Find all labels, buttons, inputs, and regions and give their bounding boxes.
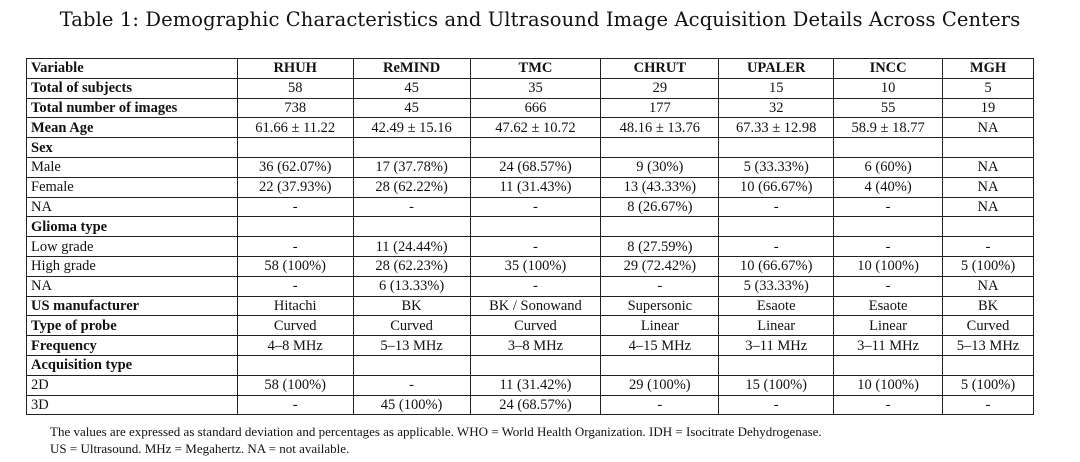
table-cell: Curved xyxy=(943,316,1034,336)
table-cell: 4–8 MHz xyxy=(237,336,353,356)
table-cell: 11 (24.44%) xyxy=(353,237,470,257)
table-cell: 28 (62.23%) xyxy=(353,256,470,276)
table-row xyxy=(27,256,1034,276)
header-cell: CHRUT xyxy=(601,59,719,79)
table-cell: 36 (62.07%) xyxy=(237,157,353,177)
table-cell: 58 xyxy=(237,78,353,98)
table-cell: 58 (100%) xyxy=(237,375,353,395)
table-cell xyxy=(470,355,601,375)
footnote-line: The values are expressed as standard deviation and percentages as applicable. WHO = World Health Organization. IDH = Isocitrate Dehydrogenase. xyxy=(50,424,822,439)
table-cell: - xyxy=(834,197,943,217)
table-cell: 5–13 MHz xyxy=(943,336,1034,356)
table-cell: 10 (66.67%) xyxy=(719,177,834,197)
row-label: Mean Age xyxy=(27,118,238,138)
table-cell: 67.33 ± 12.98 xyxy=(719,118,834,138)
table-cell: 22 (37.93%) xyxy=(237,177,353,197)
table-cell: 35 xyxy=(470,78,601,98)
table-cell: 11 (31.43%) xyxy=(470,177,601,197)
table-cell: - xyxy=(943,395,1034,415)
row-label: NA xyxy=(27,276,238,296)
row-label: Glioma type xyxy=(27,217,238,237)
table-cell: Linear xyxy=(601,316,719,336)
table-cell: - xyxy=(470,197,601,217)
table-cell: 35 (100%) xyxy=(470,256,601,276)
table-cell: Linear xyxy=(834,316,943,336)
table-cell: 8 (27.59%) xyxy=(601,237,719,257)
table-row xyxy=(27,316,1034,336)
table-cell: NA xyxy=(943,276,1034,296)
table-cell: Curved xyxy=(470,316,601,336)
table-cell: 10 xyxy=(834,78,943,98)
table-cell: 4–15 MHz xyxy=(601,336,719,356)
table-cell xyxy=(943,138,1034,158)
header-cell: INCC xyxy=(834,59,943,79)
header-cell: MGH xyxy=(943,59,1034,79)
row-label: High grade xyxy=(27,256,238,276)
table-cell: 24 (68.57%) xyxy=(470,157,601,177)
table-cell: NA xyxy=(943,177,1034,197)
table-row xyxy=(27,217,1034,237)
header-cell: ReMIND xyxy=(353,59,470,79)
demographics-table xyxy=(26,58,1034,415)
table-cell: - xyxy=(719,197,834,217)
table-cell: 58.9 ± 18.77 xyxy=(834,118,943,138)
table-cell: - xyxy=(719,237,834,257)
table-cell: 6 (60%) xyxy=(834,157,943,177)
table-cell: 10 (66.67%) xyxy=(719,256,834,276)
table-cell: 19 xyxy=(943,98,1034,118)
table-cell: Linear xyxy=(719,316,834,336)
table-row xyxy=(27,336,1034,356)
table-row xyxy=(27,197,1034,217)
table-cell xyxy=(601,217,719,237)
row-label: 2D xyxy=(27,375,238,395)
table-row xyxy=(27,78,1034,98)
row-label: Low grade xyxy=(27,237,238,257)
table-cell: 58 (100%) xyxy=(237,256,353,276)
table-cell: - xyxy=(237,395,353,415)
table-row xyxy=(27,138,1034,158)
table-cell: 3–8 MHz xyxy=(470,336,601,356)
table-cell xyxy=(834,217,943,237)
table-cell: - xyxy=(237,237,353,257)
table-cell xyxy=(353,355,470,375)
table-cell: 5 (100%) xyxy=(943,256,1034,276)
row-label: Frequency xyxy=(27,336,238,356)
row-label: Total number of images xyxy=(27,98,238,118)
table-cell: - xyxy=(470,237,601,257)
table-cell xyxy=(353,217,470,237)
table-cell: Esaote xyxy=(719,296,834,316)
table-cell: 5 (100%) xyxy=(943,375,1034,395)
table-cell: Curved xyxy=(353,316,470,336)
table-cell: 42.49 ± 15.16 xyxy=(353,118,470,138)
footnote-line: US = Ultrasound. MHz = Megahertz. NA = not available. xyxy=(50,441,350,456)
table-cell: 10 (100%) xyxy=(834,375,943,395)
table-cell: BK xyxy=(353,296,470,316)
table-cell: BK xyxy=(943,296,1034,316)
table-row xyxy=(27,395,1034,415)
row-label: NA xyxy=(27,197,238,217)
table-row xyxy=(27,375,1034,395)
table-cell: Supersonic xyxy=(601,296,719,316)
table-cell: 177 xyxy=(601,98,719,118)
table-cell: Curved xyxy=(237,316,353,336)
table-body xyxy=(27,78,1034,415)
row-label: Acquisition type xyxy=(27,355,238,375)
table-cell: 15 (100%) xyxy=(719,375,834,395)
table-cell: 17 (37.78%) xyxy=(353,157,470,177)
table-cell: - xyxy=(353,375,470,395)
table-cell: 5 (33.33%) xyxy=(719,157,834,177)
table-cell: 29 (100%) xyxy=(601,375,719,395)
table-cell xyxy=(237,355,353,375)
table-cell: 11 (31.42%) xyxy=(470,375,601,395)
table-row xyxy=(27,118,1034,138)
table-cell: 738 xyxy=(237,98,353,118)
table-cell: 29 xyxy=(601,78,719,98)
table-cell: NA xyxy=(943,157,1034,177)
table-cell: - xyxy=(834,395,943,415)
header-cell: RHUH xyxy=(237,59,353,79)
table-cell xyxy=(834,355,943,375)
table-cell xyxy=(719,355,834,375)
table-cell: - xyxy=(834,237,943,257)
table-footnote xyxy=(50,423,1060,457)
table-cell: - xyxy=(834,276,943,296)
table-cell: 45 xyxy=(353,78,470,98)
table-cell: - xyxy=(719,395,834,415)
table-cell: 10 (100%) xyxy=(834,256,943,276)
table-cell: 3–11 MHz xyxy=(719,336,834,356)
table-cell: 3–11 MHz xyxy=(834,336,943,356)
table-cell: 9 (30%) xyxy=(601,157,719,177)
table-cell: BK / Sonowand xyxy=(470,296,601,316)
table-row xyxy=(27,276,1034,296)
header-cell: TMC xyxy=(470,59,601,79)
table-cell xyxy=(719,217,834,237)
table-cell: - xyxy=(601,395,719,415)
table-cell: 5 (33.33%) xyxy=(719,276,834,296)
table-cell: 13 (43.33%) xyxy=(601,177,719,197)
table-cell: 8 (26.67%) xyxy=(601,197,719,217)
table-cell xyxy=(719,138,834,158)
table-cell: - xyxy=(943,237,1034,257)
table-cell xyxy=(470,138,601,158)
row-label: Male xyxy=(27,157,238,177)
table-cell xyxy=(237,138,353,158)
row-label: Total of subjects xyxy=(27,78,238,98)
table-cell xyxy=(601,138,719,158)
table-cell xyxy=(470,217,601,237)
table-cell: 29 (72.42%) xyxy=(601,256,719,276)
table-cell xyxy=(834,138,943,158)
table-row xyxy=(27,98,1034,118)
table-cell xyxy=(601,355,719,375)
table-cell: 15 xyxy=(719,78,834,98)
table-cell: 5–13 MHz xyxy=(353,336,470,356)
table-cell: 6 (13.33%) xyxy=(353,276,470,296)
row-label: Female xyxy=(27,177,238,197)
header-cell: UPALER xyxy=(719,59,834,79)
table-cell: - xyxy=(601,276,719,296)
table-cell: NA xyxy=(943,118,1034,138)
header-cell: Variable xyxy=(27,59,238,79)
table-cell: 48.16 ± 13.76 xyxy=(601,118,719,138)
table-row xyxy=(27,296,1034,316)
table-cell: 4 (40%) xyxy=(834,177,943,197)
row-label: Type of probe xyxy=(27,316,238,336)
table-caption: Table 1: Demographic Characteristics and Ultrasound Image Acquisition Details Across Centers xyxy=(59,8,1021,31)
table-cell xyxy=(943,355,1034,375)
table-cell: - xyxy=(237,197,353,217)
table-cell: - xyxy=(353,197,470,217)
table-cell: Esaote xyxy=(834,296,943,316)
header-row xyxy=(27,59,1034,79)
table-cell: 5 xyxy=(943,78,1034,98)
table-cell: NA xyxy=(943,197,1034,217)
table-cell: 55 xyxy=(834,98,943,118)
table-cell: 28 (62.22%) xyxy=(353,177,470,197)
table-row xyxy=(27,237,1034,257)
table-cell xyxy=(353,138,470,158)
table-cell xyxy=(943,217,1034,237)
table-cell: 47.62 ± 10.72 xyxy=(470,118,601,138)
table-cell: 45 xyxy=(353,98,470,118)
table-cell: Hitachi xyxy=(237,296,353,316)
table-cell: - xyxy=(470,276,601,296)
table-cell: 45 (100%) xyxy=(353,395,470,415)
table-cell xyxy=(237,217,353,237)
table-row xyxy=(27,157,1034,177)
table-cell: 24 (68.57%) xyxy=(470,395,601,415)
row-label: 3D xyxy=(27,395,238,415)
table-cell: 666 xyxy=(470,98,601,118)
row-label: US manufacturer xyxy=(27,296,238,316)
table-cell: 61.66 ± 11.22 xyxy=(237,118,353,138)
row-label: Sex xyxy=(27,138,238,158)
table-cell: - xyxy=(237,276,353,296)
table-cell: 32 xyxy=(719,98,834,118)
table-row xyxy=(27,355,1034,375)
table-row xyxy=(27,177,1034,197)
